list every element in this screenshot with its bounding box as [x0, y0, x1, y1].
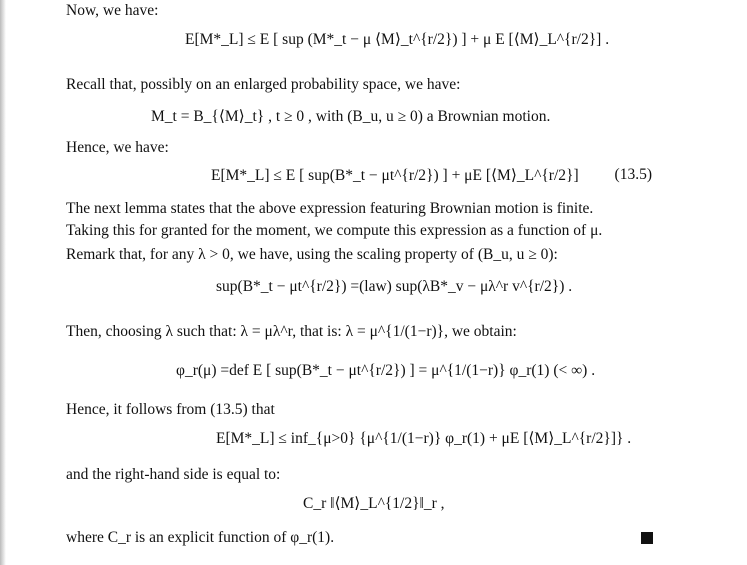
text-line-4: Then, choosing λ such that: λ = μλ^r, that is: λ = μ^{1/(1−r)}, we obtain:: [66, 323, 517, 340]
equation-1: [185, 30, 609, 49]
equation-3: E[M*_L] ≤ E [ sup(B*_t − μt^{r/2}) ] + μE [⟨M⟩_L^{r/2}]: [211, 167, 579, 184]
equation-7: C_r ‖⟨M⟩_L^{1/2}‖_r ,: [303, 495, 445, 512]
paragraph-line-3: Remark that, for any λ > 0, we have, using the scaling property of (B_u, u ≥ 0):: [66, 246, 558, 263]
text-line-6: and the right-hand side is equal to:: [66, 466, 281, 483]
text-line-7: where C_r is an explicit function of φ_r(1).: [66, 529, 335, 546]
paragraph-line-2: Taking this for granted for the moment, we compute this expression as a function of μ.: [66, 222, 603, 239]
paragraph-line-1: The next lemma states that the above expression featuring Brownian motion is finite.: [66, 200, 594, 217]
equation-4: sup(B*_t − μt^{r/2}) =(law) sup(λB*_v − μλ^r v^{r/2}) .: [216, 278, 573, 295]
qed-square-icon: [641, 532, 653, 544]
equation-number-13-5: (13.5): [614, 166, 652, 183]
page-edge-shadow: [0, 0, 6, 565]
equation-5: φ_r(μ) =def E [ sup(B*_t − μt^{r/2}) ] = μ^{1/(1−r)} φ_r(1) (< ∞) .: [176, 362, 596, 379]
text-line-1: Now, we have:: [66, 2, 159, 19]
text-line-2: Recall that, possibly on an enlarged probability space, we have:: [66, 76, 461, 93]
text-line-3: Hence, we have:: [66, 139, 169, 156]
equation-6: E[M*_L] ≤ inf_{μ>0} {μ^{1/(1−r)} φ_r(1) + μE [⟨M⟩_L^{r/2}]} .: [216, 430, 632, 447]
text-line-5: Hence, it follows from (13.5) that: [66, 401, 275, 418]
equation-1-text: E[M*_L] ≤ E [ sup (M*_t − μ ⟨M⟩_t^{r/2}) ] + μ E [⟨M⟩_L^{r/2}] .: [185, 31, 610, 48]
equation-2: M_t = B_{⟨M⟩_t} , t ≥ 0 , with (B_u, u ≥ 0) a Brownian motion.: [151, 108, 551, 125]
